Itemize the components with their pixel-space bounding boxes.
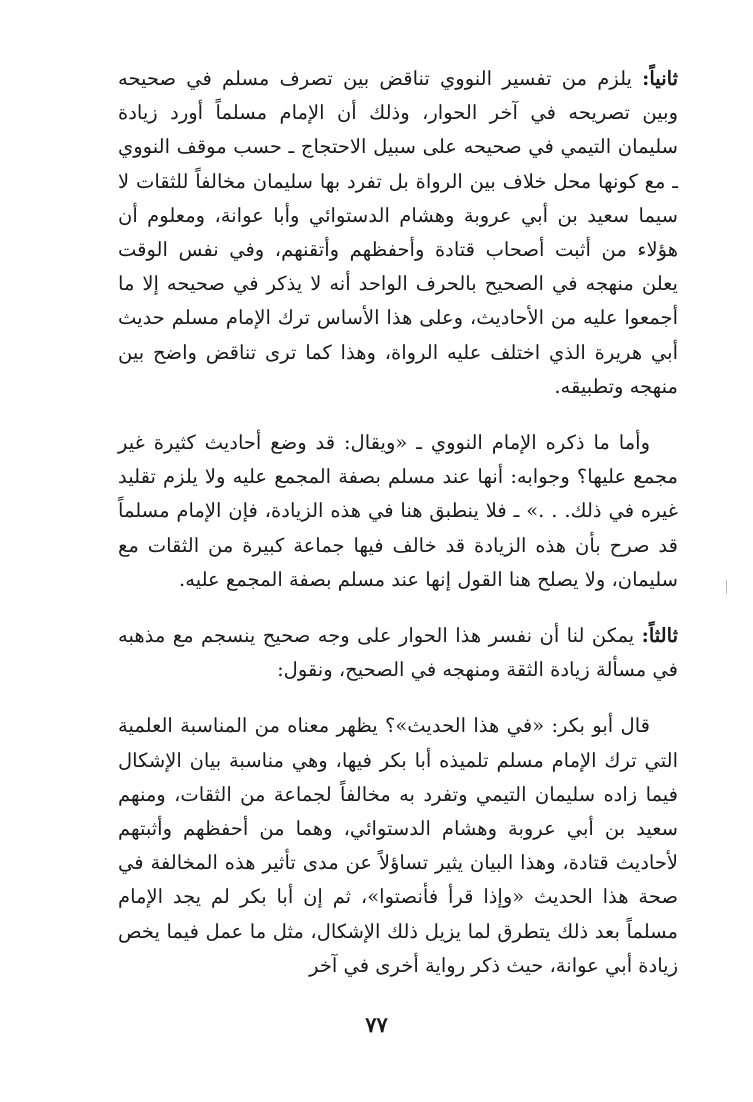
paragraph-secondly xyxy=(118,62,678,404)
paragraph-text: يمكن لنا أن نفسر هذا الحوار على وجه صحيح ينسجم مع مذهبه في مسألة زيادة الثقة ومنهجه في الصحيح، ونقول: xyxy=(118,624,678,682)
page-body xyxy=(118,62,678,983)
paragraph-text: قال أبو بكر: «في هذا الحديث»؟ يظهر معناه من المناسبة العلمية التي ترك الإمام مسلم تلميذه أبا بكر فيها، وهي مناسبة بيان الإشكال فيما زاده سليمان التيمي وتفرد به مخالفاً لجماعة من الثقات، ومنهم سعيد بن أبي عروبة وهشام الدستوائي، وهما من أحفظهم وأثبتهم لأحاديث قتادة، وهذا البيان يثير تساؤلاً عن مدى تأثير هذه المخالفة في صحة هذا الحديث «وإذا قرأ فأنصتوا»، ثم إن أبا بكر لم يجد الإمام مسلماً بعد ذلك يتطرق لما يزيل ذلك الإشكال، مثل ما عمل فيما يخص زيادة أبي عوانة، حيث ذكر رواية أخرى في آخر xyxy=(118,714,678,977)
paragraph-thirdly xyxy=(118,619,678,687)
paragraph-lead: ثانياً: xyxy=(642,67,678,90)
paragraph-text: يلزم من تفسير النووي تناقض بين تصرف مسلم في صحيحه وبين تصريحه في آخر الحوار، وذلك أن الإمام مسلماً أورد زيادة سليمان التيمي في صحيحه على سبيل الاحتجاج ـ حسب موقف النووي ـ مع كونها محل خلاف بين الرواة بل تفرد بها سليمان مخالفاً للثقات لا سيما سعيد بن أبي عروبة وهشام الدستوائي وأبا عوانة، ومعلوم أن هؤلاء من أثبت أصحاب قتادة وأحفظهم وأتقنهم، وفي نفس الوقت يعلن منهجه في الصحيح بالحرف الواحد أنه لا يذكر في صحيحه إلا ما أجمعوا عليه من الأحاديث، وعلى هذا الأساس ترك الإمام مسلم حديث أبي هريرة الذي اختلف عليه الرواة، وهذا كما ترى تناقض واضح بين منهجه وتطبيقه. xyxy=(118,67,678,398)
paragraph-nawawi-quote xyxy=(118,426,678,597)
paragraph-text: وأما ما ذكره الإمام النووي ـ «ويقال: قد وضع أحاديث كثيرة غير مجمع عليها؟ وجوابه: أنها عند مسلم بصفة المجمع عليه ولا يلزم تقليد غيره في ذلك. . .» ـ فلا ينطبق هنا في هذه الزيادة، فإن الإمام مسلماً قد صرح بأن هذه الزيادة قد خالف فيها جماعة كبيرة من الثقات مع سليمان، ولا يصلح هنا القول إنها عند مسلم بصفة المجمع عليه. xyxy=(118,431,678,591)
page-number: ٧٧ xyxy=(365,1012,388,1037)
margin-mark xyxy=(726,580,727,594)
paragraph-lead: ثالثاً: xyxy=(641,624,678,648)
paragraph-abu-bakr xyxy=(118,709,678,983)
